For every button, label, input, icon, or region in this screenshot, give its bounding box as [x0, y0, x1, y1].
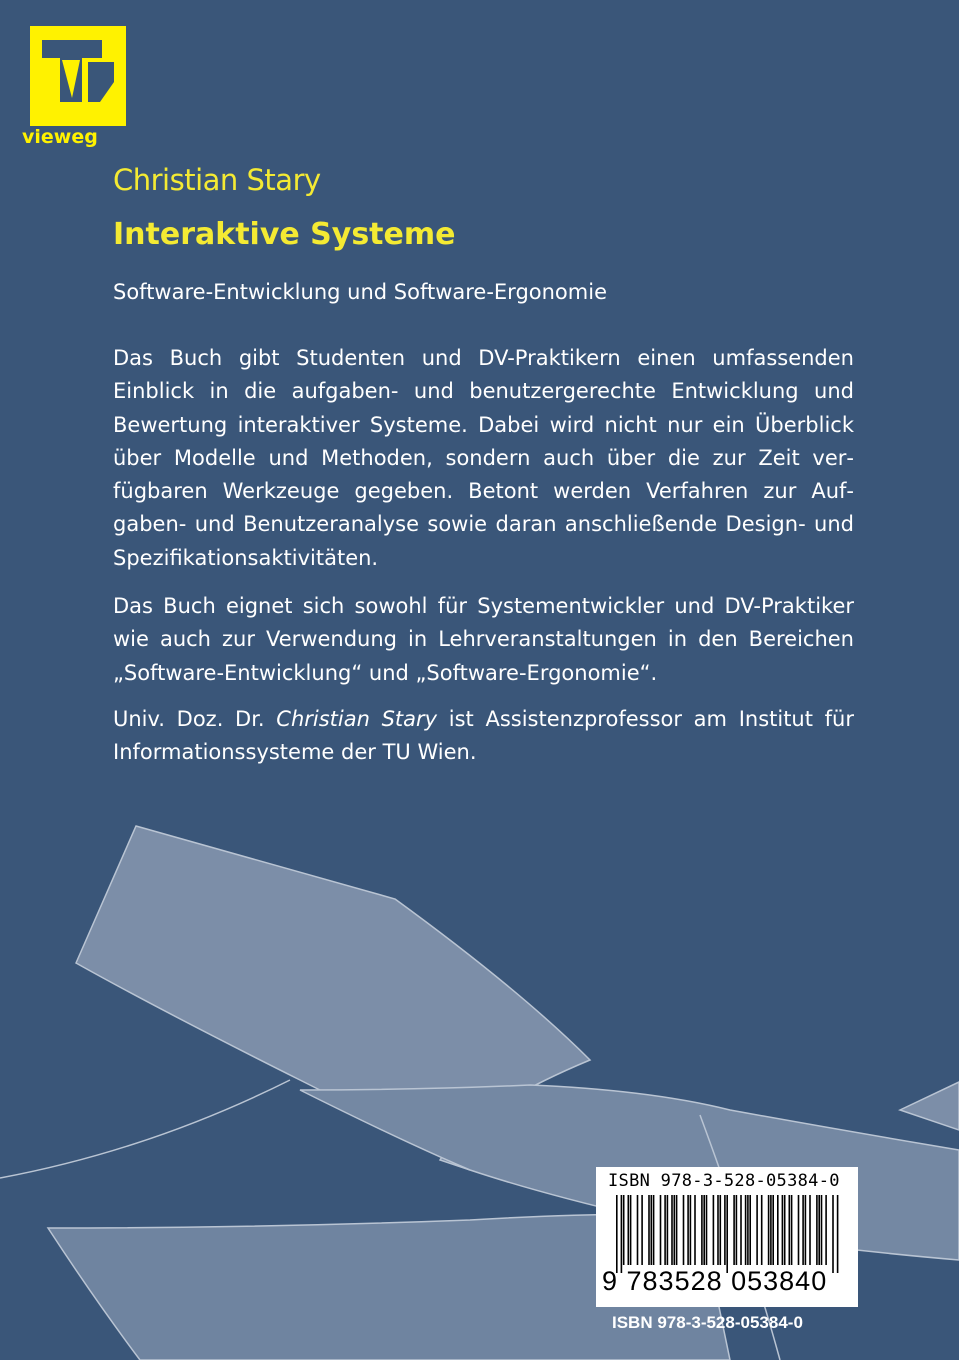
barcode-bar [825, 1195, 827, 1265]
barcode-bar [777, 1195, 779, 1265]
barcode-bar [745, 1195, 747, 1265]
barcode-bar [802, 1195, 804, 1265]
barcode-bar [772, 1195, 774, 1265]
barcode-bar [641, 1195, 643, 1265]
barcode-bar [637, 1195, 639, 1265]
barcode-bar [791, 1195, 793, 1265]
blurb-paragraph-1: Das Buch gibt Studenten und DV-Praktikern einen umfassenden Einblick in die aufgaben- und benutzergerechte Entwicklung und Bewertung interaktiver Systeme. Dabei wird nicht nur ein Überblick über Modelle und Methoden, sondern auch über die zur Zeit verfügbaren Werkzeuge gegeben. Betont werden Verfahren zur Aufgaben- und Benutzeranalyse sowie daran anschließende Design- und Spezifikationsaktivitäten. [113, 346, 854, 570]
barcode-bar [805, 1195, 807, 1265]
barcode-bar [623, 1195, 625, 1265]
shape-right [900, 1082, 959, 1130]
barcode-bar [694, 1195, 696, 1265]
barcode-bar [667, 1195, 669, 1265]
barcode-bar [784, 1195, 786, 1265]
barcode-bar [789, 1195, 791, 1265]
author-bio-prefix: Univ. Doz. Dr. [113, 707, 277, 731]
barcode-bar [690, 1195, 692, 1265]
barcode-bar [706, 1195, 708, 1265]
isbn-top-label: ISBN 978-3-528-05384-0 [608, 1171, 840, 1191]
author-bio-name: Christian Stary [276, 707, 438, 731]
barcode-bar [717, 1195, 719, 1265]
barcode-bar [674, 1195, 676, 1265]
barcode-bar [676, 1195, 678, 1265]
barcode-bar [664, 1195, 666, 1265]
barcode-bar [761, 1195, 763, 1265]
barcode-bar [683, 1195, 685, 1265]
barcode-bar [724, 1195, 726, 1265]
book-title: Interaktive Systeme [113, 217, 456, 252]
barcode-bar [660, 1195, 662, 1265]
barcode-bar [616, 1195, 618, 1273]
vieweg-logo-icon [22, 22, 130, 126]
barcode-bar [653, 1195, 655, 1265]
barcode-bar [628, 1195, 630, 1265]
barcode-bar [809, 1195, 811, 1265]
barcode-bar [837, 1195, 839, 1273]
blurb-paragraph-3 [113, 703, 854, 770]
barcode-bar [782, 1195, 784, 1265]
barcode-bar [703, 1195, 705, 1265]
barcode-bar [832, 1195, 834, 1273]
barcode-bar [818, 1195, 820, 1265]
barcode-bar [747, 1195, 749, 1265]
barcode-bar [720, 1195, 722, 1265]
barcode-bar [736, 1195, 738, 1265]
book-subtitle: Software-Entwicklung und Software-Ergonomie [113, 280, 607, 304]
barcode-bar [726, 1195, 728, 1273]
publisher-name: vieweg [22, 126, 98, 148]
barcode-bar [630, 1195, 632, 1265]
barcode-bar [648, 1195, 650, 1265]
barcode-bar [821, 1195, 823, 1265]
barcode-bar [713, 1195, 715, 1265]
barcode-bar [701, 1195, 703, 1265]
author-bio-suffix: ist Assistenzprofessor am Institut für Informationssysteme der TU Wien. [113, 707, 854, 765]
barcode-bar [671, 1195, 673, 1265]
barcode-bar [651, 1195, 653, 1265]
isbn-bottom-label: ISBN 978-3-528-05384-0 [612, 1313, 803, 1332]
barcode-bar [733, 1195, 735, 1265]
author-name: Christian Stary [113, 163, 321, 197]
barcode-bar [798, 1195, 800, 1265]
barcode-bar [770, 1195, 772, 1265]
barcode-bar [687, 1195, 689, 1265]
barcode-bar [768, 1195, 770, 1265]
barcode-bar [749, 1195, 751, 1265]
barcode-bar [740, 1195, 742, 1265]
blurb-paragraph-2: Das Buch eignet sich sowohl für Systementwickler und DV-Praktiker wie auch zur Verwendung in Lehrveranstaltungen in den Bereichen „Software-Entwicklung“ und „Software-Ergonomie“. [113, 594, 854, 685]
barcode-bar [816, 1195, 818, 1265]
barcode-bar [621, 1195, 623, 1273]
barcode-bar [756, 1195, 758, 1265]
barcode-digits: 9 783528 053840 [602, 1266, 828, 1296]
barcode-box [596, 1167, 858, 1307]
